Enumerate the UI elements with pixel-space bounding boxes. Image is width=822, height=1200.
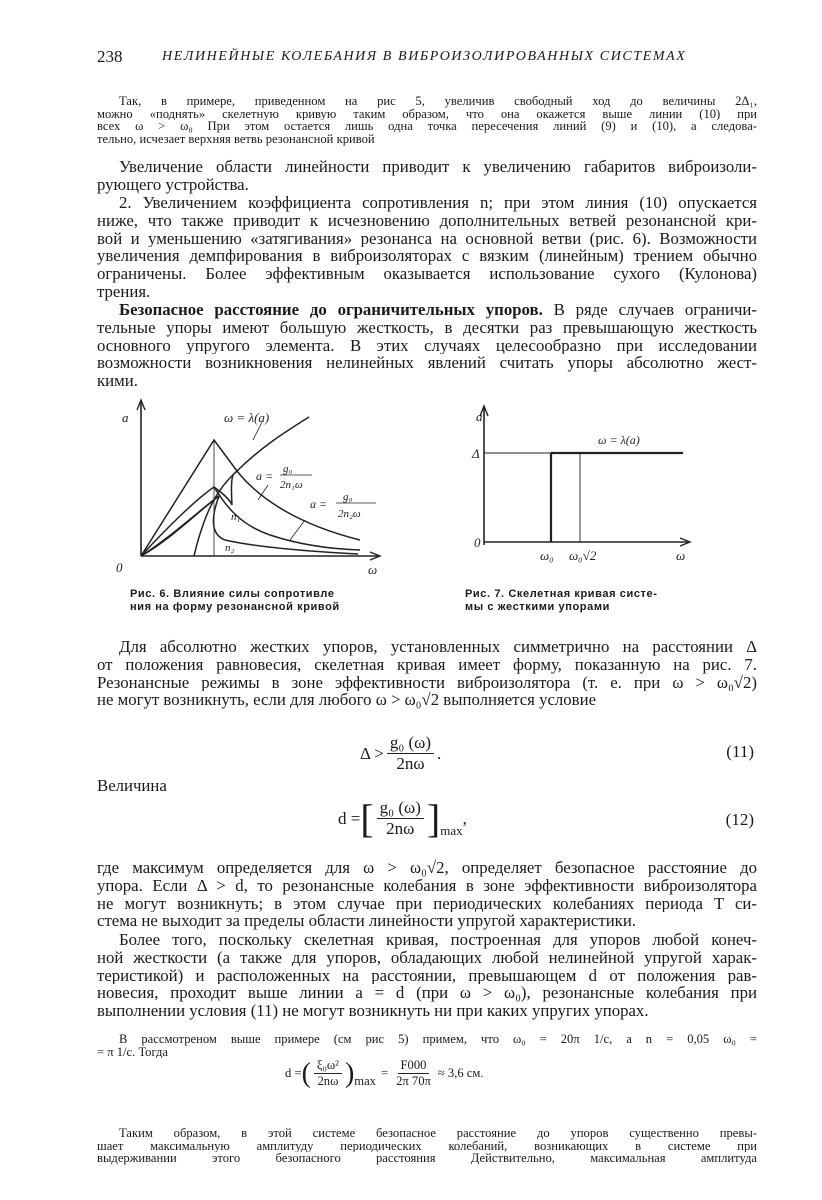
fig6-y-label: a xyxy=(122,410,129,425)
text-line: ограничены. Более эффективным оказывается использование сухого (Кулонова) xyxy=(97,265,757,283)
text-line: упора. Если Δ > d, то резонансные колебания в зоне эффективности виброизолятора xyxy=(97,876,757,895)
fig6-curve2-num: g₀ xyxy=(343,491,353,503)
text-line: ниже, что также приводит к исчезновению дополнительных ветвей резонансной кри- xyxy=(97,211,757,230)
fig7-y-label: a xyxy=(476,409,483,424)
example-den-2: 2π 70π xyxy=(396,1074,431,1088)
text-line: возможности возникновения нелинейных явлений считать упоры абсолютно жест- xyxy=(97,354,757,373)
example-num-2: F000 xyxy=(398,1058,430,1074)
text-line: теристикой) и расположенных на расстоянии, превышающем d от положения рав- xyxy=(97,966,757,985)
fig6-x-label: ω xyxy=(368,562,378,577)
eq11-lhs: Δ > xyxy=(360,743,384,763)
fig7-delta-label: Δ xyxy=(472,446,480,461)
eq11-fraction xyxy=(387,733,434,774)
text-line: увеличения демпфирования в виброизоляторах с вязким (линейным) трением обычно xyxy=(97,247,757,266)
fig7-skeleton-label: ω = λ(a) xyxy=(598,433,640,447)
example-subscript: max xyxy=(354,1074,376,1088)
text-line: Более того, поскольку скелетная кривая, построенная для упоров любой конеч- xyxy=(119,931,757,949)
text-line: тельно, исчезает верхняя ветвь резонансной кривой xyxy=(97,133,375,146)
text-line: где максимум определяется для ω > ω₀√2, определяет безопасное расстояние до xyxy=(97,859,757,877)
text-line: от положения равновесия, скелетная кривая имеет форму, показанную на рис. 7. xyxy=(97,655,757,674)
caption-line: ния на форму резонансной кривой xyxy=(130,601,340,613)
fig6-curve1-num: g₀ xyxy=(283,463,293,475)
text-line: рующего устройства. xyxy=(97,175,249,194)
eq12-number: (12) xyxy=(725,810,754,829)
caption-line: Рис. 6. Влияние силы сопротивле xyxy=(130,588,335,600)
text-line: стема не выходит за пределы области линейности упругой характеристики. xyxy=(97,912,637,931)
eq12-numerator: g₀ (ω) xyxy=(377,798,424,819)
text-line: 2. Увеличением коэффициента сопротивления n; при этом линия (10) опускается xyxy=(119,194,757,212)
example-equation: d = ( $\frac{\text{ξ₀ω²}}{2n\omega}$ ) max = $\frac{F000}{2\pi 70\pi}$ ≈ 3,6 см. xyxy=(285,1057,484,1089)
example-result: ≈ 3,6 см. xyxy=(437,1066,484,1080)
text-line: новесия, проходит выше линии a = d (при ω > ω₀), резонансные колебания при xyxy=(97,984,757,1003)
example-lhs: d = xyxy=(285,1066,302,1080)
text-span: В ряде случаев ограничи- xyxy=(542,301,757,319)
fig6-n2-label: n₂ xyxy=(225,542,235,554)
running-title: НЕЛИНЕЙНЫЕ КОЛЕБАНИЯ В ВИБРОИЗОЛИРОВАННЫХ СИСТЕМАХ xyxy=(162,49,687,64)
eq12-tail: , xyxy=(462,808,467,828)
text-line: выдерживании этого безопасного расстояния Действительно, максимальная амплитуда xyxy=(97,1152,757,1166)
body-paragraph-5 xyxy=(97,859,757,930)
eq12-subscript: max xyxy=(440,823,463,838)
fig6-curve2-den: 2n₂ω xyxy=(338,508,361,520)
example-den-1: 2nω xyxy=(317,1074,339,1088)
note-paragraph-3 xyxy=(97,1127,757,1165)
eq12-lhs: d = xyxy=(338,808,361,828)
eq11-numerator: g₀ (ω) xyxy=(387,733,434,754)
fig7-omega0-sqrt2-label: ω₀√2 xyxy=(569,548,597,563)
body-paragraph-4 xyxy=(97,638,757,709)
text-line: не могут возникнуть, если для любого ω > ω₀√2 выполняется условие xyxy=(97,691,597,710)
example-num-1: ξ₀ω² xyxy=(314,1058,342,1074)
text-line: Резонансные режимы в зоне эффективности виброизолятора (т. е. при ω > ω₀√2) xyxy=(97,673,757,692)
fig6-n1-label: n₁ xyxy=(231,511,241,523)
text-line: = π 1/с. Тогда xyxy=(97,1045,169,1059)
text-line: можно «поднять» скелетную кривую таким образом, что она окажется выше линии (10) при xyxy=(97,107,757,121)
fig6-curve2-lhs: a = xyxy=(310,497,328,511)
text-line: Так, в примере, приведенном на рис 5, увеличив свободный ход до величины 2Δ₁, xyxy=(119,95,757,108)
fig6-curve1-den: 2n₁ω xyxy=(280,479,303,491)
example-fraction-1 xyxy=(314,1058,342,1089)
text-line: всех ω > ω₀ При этом остается лишь одна точка пересечения линий (9) и (10), а следова- xyxy=(97,120,757,134)
caption-line: Рис. 7. Скелетная кривая систе- xyxy=(465,588,658,600)
fig6-curve1-lhs: a = xyxy=(256,469,274,483)
page-number: 238 xyxy=(97,47,123,66)
text-line: не могут возникнуть; в этом случае при периодических колебаниях периода T си- xyxy=(97,894,757,913)
body-paragraph-6 xyxy=(97,931,757,1020)
note-paragraph-2 xyxy=(97,1033,757,1058)
fig6-origin-label: 0 xyxy=(116,560,123,575)
text-line: вой и уменьшению «затягивания» резонанса на основной ветви (рис. 6). Возможности xyxy=(97,229,757,248)
text-line: шает максимальную амплитуду периодических колебаний, возникающих в системе при xyxy=(97,1139,757,1153)
fig6-skeleton-label: ω = λ(a) xyxy=(224,410,270,425)
word-value: Величина xyxy=(97,776,167,795)
eq11-denominator: 2nω xyxy=(396,754,425,773)
fig7-caption xyxy=(465,588,658,614)
eq11-tail: . xyxy=(437,743,442,763)
text-line: Для абсолютно жестких упоров, установленных симметрично на расстоянии Δ xyxy=(119,638,757,656)
section-heading: Безопасное расстояние до ограничительных упоров. xyxy=(119,301,543,319)
text-line: Увеличение области линейности приводит к увеличению габаритов виброизоли- xyxy=(119,158,757,176)
fig7-x-label: ω xyxy=(676,548,686,563)
text-line: Таким образом, в этой системе безопасное расстояние до упоров существенно превы- xyxy=(119,1127,757,1140)
fig7-origin-label: 0 xyxy=(474,535,481,550)
example-fraction-2 xyxy=(396,1058,431,1089)
eq12-fraction xyxy=(377,798,424,839)
eq11-number: (11) xyxy=(726,742,754,761)
equation-12: d = [ $\frac{\text{g₀ (ω)}}{2n\omega}$ ] max , xyxy=(338,795,467,841)
text-line: тельные упоры имеют большую жесткость, в десятки раз превышающую жесткость xyxy=(97,318,757,337)
text-line: трения. xyxy=(97,282,151,301)
text-line: кими. xyxy=(97,372,138,390)
example-equals: = xyxy=(380,1066,389,1080)
text-line: основного упругого элемента. В этих случаях целесообразно при исследовании xyxy=(97,336,757,355)
text-line: ной жесткости (а также для упоров, обладающих любой нелинейной упругой харак- xyxy=(97,948,757,967)
equation-11 xyxy=(360,733,441,774)
caption-line: мы с жесткими упорами xyxy=(465,601,610,613)
text-line: В рассмотреном выше примере (см рис 5) примем, что ω₀ = 20π 1/с, а n = 0,05 ω₀ = xyxy=(119,1033,757,1046)
fig7-omega0-label: ω₀ xyxy=(540,548,554,563)
text-line: выполнении условия (11) не могут возникнуть ни при каких упругих упорах. xyxy=(97,1002,649,1020)
eq12-denominator: 2nω xyxy=(386,819,415,838)
